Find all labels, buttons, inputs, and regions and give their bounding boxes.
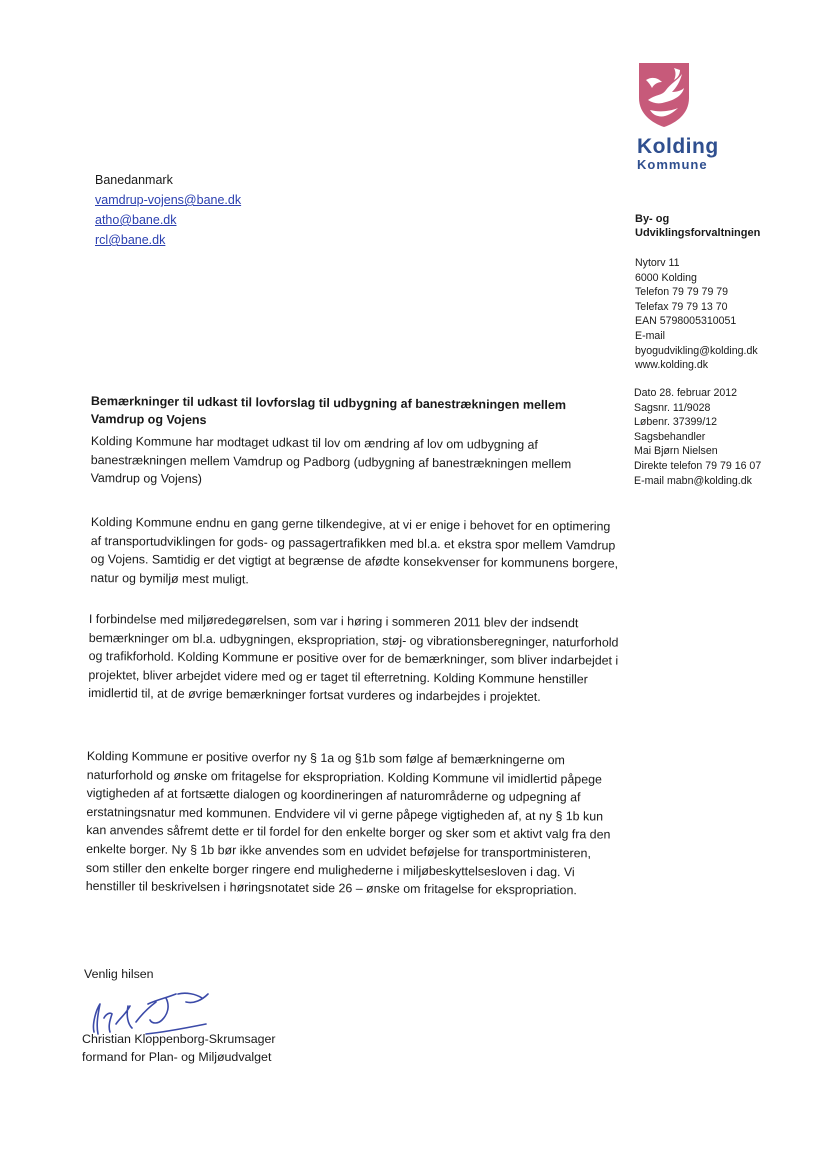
address-line: Nytorv 11 [635, 257, 680, 269]
brand-name: Kolding [637, 135, 719, 158]
address-line: EAN 5798005310051 [635, 315, 737, 328]
recipient-email-3[interactable]: rcl@bane.dk [95, 233, 166, 247]
address-line: E-mail [635, 329, 666, 342]
meta-email[interactable]: E-mail mabn@kolding.dk [634, 474, 752, 487]
department-name [635, 212, 760, 240]
body-paragraph: Kolding Kommune endnu en gang gerne tilkendegive, at vi er enige i behovet for en optimering af transportudviklingen for gods- og passagertrafikken med bl.a. et ekstra spor mellem Vamdrup og Vojens. Samtidig er det vigtigt at begrænse de afødte konsekvenser for kommunens borgere, natur og bymiljø mest muligt. [90, 514, 619, 587]
recipient-email-2[interactable]: atho@bane.dk [95, 213, 177, 227]
signer-title: formand for Plan- og Miljøudvalget [82, 1050, 272, 1064]
meta-line: Mai Bjørn Nielsen [634, 445, 718, 458]
body-paragraph: Kolding Kommune har modtaget udkast til lov om ændring af lov om udbygning af banestrækningen mellem Vamdrup og Padborg (udbygning af banestrækningen mellem Vamdrup og Vojens) [90, 433, 572, 487]
kolding-coat-of-arms-icon [636, 60, 692, 128]
meta-line: Dato 28. februar 2012 [634, 387, 738, 399]
brand-logo-text [637, 136, 719, 172]
address-line: Telefax 79 79 13 70 [635, 300, 728, 313]
letter-subject: Bemærkninger til udkast til lovforslag til udbygning af banestrækningen mellem Vamdrup og Vojens [90, 393, 567, 428]
meta-line: Sagsbehandler [634, 430, 706, 443]
recipient-block [95, 170, 241, 250]
recipient-email-1[interactable]: vamdrup-vojens@bane.dk [95, 193, 242, 207]
brand-subtitle: Kommune [637, 157, 708, 172]
closing-greeting: Venlig hilsen [84, 967, 154, 981]
address-block [635, 256, 758, 373]
body-paragraph: I forbindelse med miljøredegørelsen, som var i høring i sommeren 2011 blev der indsendt bemærkninger om bl.a. udbygningen, ekspropriation, støj- og vibrationsberegninger, naturforhold og trafikforhold. Kolding Kommune er positive over for de bemærkninger, som bliver indarbejdet i projektet, bliver arbejdet videre med og er taget til efterretning. Kolding Kommune henstiller imidlertid til, at de øvrige bemærkninger fortsat vurderes og indarbejdes i projektet. [88, 611, 619, 705]
dept-line: By- og [635, 213, 670, 225]
address-line: 6000 Kolding [635, 271, 697, 284]
meta-line: Løbenr. 37399/12 [634, 416, 718, 429]
address-website[interactable]: www.kolding.dk [635, 359, 709, 372]
meta-line: Sagsnr. 11/9028 [634, 401, 711, 414]
address-email[interactable]: byogudvikling@kolding.dk [635, 344, 758, 357]
case-meta-block [634, 386, 761, 488]
body-paragraph: Kolding Kommune er positive overfor ny § 1a og §1b som følge af bemærkningerne om naturforhold og ønske om fritagelse for ekspropriation. Kolding Kommune vil imidlertid påpege vigtigheden af at fortsætte dialogen og koordineringen af naturområderne og udpegning af erstatningsnatur med kommunen. Endvidere vil vi gerne påpege vigtigheden af, at ny § 1b kun kan anvendes såfremt dette er til fordel for den enkelte borger og sker som et aktivt valg fra den enkelte borger. Ny § 1b bør ikke anvendes som en udvidet beføjelse for transportministeren, som stiller den enkelte borger ringere end mulighederne i miljøbeskyttelsesloven i dag. Vi henstiller til beskrivelsen i høringsnotatet side 26 – ønske om fritagelse for ekspropriation. [85, 748, 611, 898]
recipient-name: Banedanmark [95, 173, 173, 187]
meta-line: Direkte telefon 79 79 16 07 [634, 459, 762, 472]
address-line: Telefon 79 79 79 79 [635, 286, 729, 299]
signer-block [82, 1030, 276, 1066]
signer-name: Christian Kloppenborg-Skrumsager [82, 1032, 276, 1046]
dept-line: Udviklingsforvaltningen [635, 227, 761, 239]
